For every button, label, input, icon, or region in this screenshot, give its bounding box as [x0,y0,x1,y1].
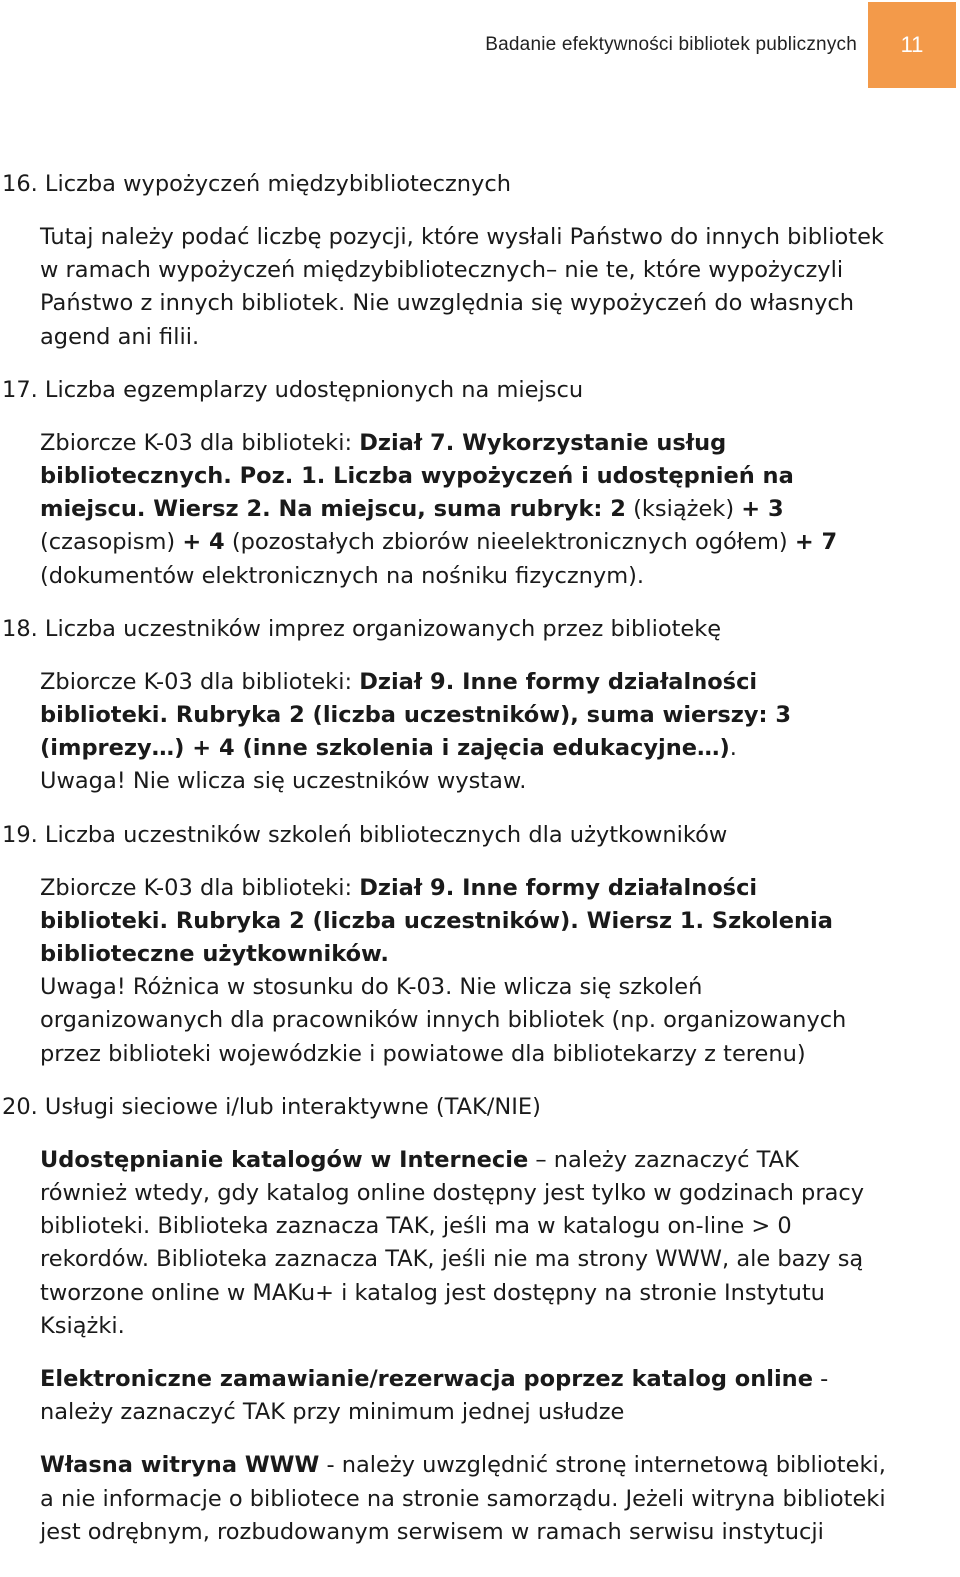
item-16-heading: 16. Liczba wypożyczeń międzybibliotecznych [2,171,512,197]
item-18-prefix: Zbiorcze K-03 dla biblioteki: [40,668,360,695]
item-17-bold-4: + 7 [794,529,838,556]
item-19-suffix: Uwaga! Różnica w stosunku do K-03. Nie wlicza się szkoleń organizowanych dla pracowników innych bibliotek (np. organizowanych przez biblioteki wojewódzkie i powiatowe dla bibliotekarzy z terenu) [40,974,847,1067]
item-20-block-catalog [40,1144,960,1343]
item-20-block-website [40,1449,960,1549]
item-18-bold: Dział 9. Inne formy działalności biblioteki. Rubryka 2 (liczba uczestników), suma wierszy: 3 (imprezy…) + 4 (inne szkolenia i zajęcia edukacyjne…) [40,668,792,762]
item-17-bold-2: + 3 [741,496,784,523]
item-19-prefix: Zbiorcze K-03 dla biblioteki: [40,874,360,901]
document-body [0,168,960,1549]
item-17-text-2: (czasopism) [40,529,176,556]
item-17-bold-1: Dział 7. Wykorzystanie usług bibliotecznych. Poz. 1. Liczba wypożyczeń i udostępnień na miejscu. Wiersz 2. Na miejscu, suma rubryk: 2 [40,429,794,523]
page-number-badge [868,2,956,88]
item-17-prefix: Zbiorcze K-03 dla biblioteki: [40,429,360,456]
item-18-heading: 18. Liczba uczestników imprez organizowanych przez bibliotekę [2,615,722,642]
item-19-text [40,872,960,1071]
item-20-catalog-title: Udostępnianie katalogów w Internecie [40,1146,529,1173]
page-number: 11 [900,32,924,57]
item-17-text [40,427,960,593]
item-16-text: Tutaj należy podać liczbę pozycji, które wysłali Państwo do innych bibliotek w ramach wypożyczeń międzybibliotecznych– nie te, które wypożyczyli Państwo z innych bibliotek. Nie uwzględnia się wypożyczeń do własnych agend ani filii. [40,224,884,350]
item-17-text-4: (dokumentów elektronicznych na nośniku fizycznym). [40,562,645,589]
page-header [0,0,960,90]
item-17-heading: 17. Liczba egzemplarzy udostępnionych na miejscu [2,376,584,403]
item-20-reservation-title: Elektroniczne zamawianie/rezerwacja poprzez katalog online [40,1366,813,1393]
item-18-text [40,666,960,799]
running-header-title: Badanie efektywności bibliotek publicznych [485,34,857,55]
item-20-catalog-text: – należy zaznaczyć TAK również wtedy, gdy katalog online dostępny jest tylko w godzinach pracy biblioteki. Biblioteka zaznacza TAK, jeśli ma w katalogu on-line > 0 rekordów. Biblioteka zaznacza TAK, jeśli nie ma strony WWW, ale bazy są tworzone online w MAKu+ i katalog jest dostępny na stronie Instytutu Książki. [40,1146,865,1339]
item-20-website-text: - należy uwzględnić stronę internetową biblioteki, a nie informacje o bibliotece na stronie samorządu. Jeżeli witryna biblioteki jest odrębnym, rozbudowanym serwisem w ramach serwisu instytucji [40,1452,886,1545]
item-19-bold: Dział 9. Inne formy działalności biblioteki. Rubryka 2 (liczba uczestników). Wiersz 1. Szkolenia biblioteczne użytkowników. [40,874,833,968]
item-17-text-3: (pozostałych zbiorów nieelektronicznych ogółem) [224,529,795,556]
item-18-suffix: . Uwaga! Nie wlicza się uczestników wystaw. [40,735,737,795]
item-20-website-title: Własna witryna WWW [40,1452,320,1479]
item-19-heading: 19. Liczba uczestników szkoleń bibliotecznych dla użytkowników [2,821,728,848]
item-20-reservation-text: - należy zaznaczyć TAK przy minimum jednej usłudze [40,1366,829,1426]
item-17-text-1: (książek) [625,496,742,523]
item-20-block-reservation [40,1363,960,1429]
item-20-heading: 20. Usługi sieciowe i/lub interaktywne (TAK/NIE) [2,1093,541,1120]
item-17-bold-3: + 4 [182,529,225,556]
